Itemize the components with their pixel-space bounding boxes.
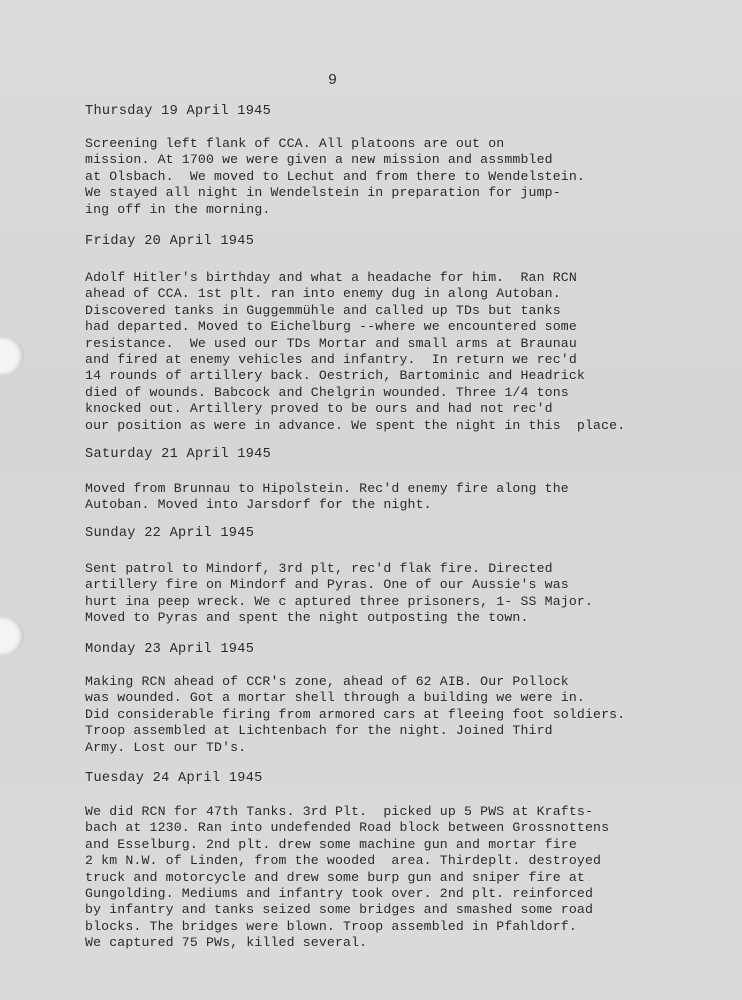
text-line: Discovered tanks in Guggemmühle and called up TDs but tanks [85,302,561,318]
text-line: and fired at enemy vehicles and infantry. In return we rec'd [85,352,577,368]
text-line: Gungolding. Mediums and infantry took over. 2nd plt. reinforced [85,886,594,902]
text-line: hurt ina peep wreck. We c aptured three prisoners, 1- SS Major. [85,593,594,609]
entry-body [85,561,593,627]
entry-date: Tuesday 24 April 1945 [85,771,263,786]
text-line: Sent patrol to Mindorf, 3rd plt, rec'd flak fire. Directed [85,561,553,576]
text-line: truck and motorcycle and drew some burp gun and sniper fire at [85,869,585,885]
text-line: Moved from Brunnau to Hipolstein. Rec'd enemy fire along the [85,481,569,496]
entry-body [85,804,609,952]
text-line: bach at 1230. Ran into undefended Road block between Grossnottens [85,820,610,836]
text-line: Troop assembled at Lichtenbach for the night. Joined Third [85,723,553,739]
text-line: mission. At 1700 we were given a new mission and assmmbled [85,152,553,168]
text-line: our position as were in advance. We spent the night in this place. [85,417,626,433]
text-line: Army. Lost our TD's. [85,739,247,755]
text-line: and Esselburg. 2nd plt. drew some machine gun and mortar fire [85,836,577,852]
text-line: knocked out. Artillery proved to be ours and had not rec'd [85,401,553,417]
text-line: was wounded. Got a mortar shell through a building we were in. [85,690,585,706]
text-line: 14 rounds of artillery back. Oestrich, Bartominic and Headrick [85,368,585,384]
entry-date: Thursday 19 April 1945 [85,104,272,119]
text-line: died of wounds. Babcock and Chelgrin wounded. Three 1/4 tons [85,384,569,400]
page-number: 9 [328,72,339,89]
text-line: Did considerable firing from armored cars at fleeing foot soldiers. [85,706,626,722]
text-line: We did RCN for 47th Tanks. 3rd Plt. picked up 5 PWS at Krafts- [85,804,594,819]
text-line: We stayed all night in Wendelstein in preparation for jump- [85,185,561,201]
entry-date: Saturday 21 April 1945 [85,447,272,462]
text-line: Autoban. Moved into Jarsdorf for the night. [85,497,432,513]
text-line: ing off in the morning. [85,201,271,217]
entry-date: Sunday 22 April 1945 [85,526,255,541]
punch-hole [0,617,24,655]
text-line: resistance. We used our TDs Mortar and small arms at Braunau [85,335,577,351]
entry-body [85,481,569,514]
entry-body [85,674,625,756]
text-line: blocks. The bridges were blown. Troop assembled in Pfahldorf. [85,918,577,934]
text-line: artillery fire on Mindorf and Pyras. One of our Aussie's was [85,577,569,593]
entry-date: Friday 20 April 1945 [85,234,255,249]
text-line: had departed. Moved to Eichelburg --where we encountered some [85,319,577,335]
text-line: ahead of CCA. 1st plt. ran into enemy dug in along Autoban. [85,286,561,302]
text-line: Adolf Hitler's birthday and what a headache for him. Ran RCN [85,270,577,285]
entry-body [85,136,585,218]
text-line: Moved to Pyras and spent the night outposting the town. [85,610,529,626]
text-line: by infantry and tanks seized some bridges and smashed some road [85,902,594,918]
entry-body [85,270,625,434]
entry-date: Monday 23 April 1945 [85,642,255,657]
text-line: Making RCN ahead of CCR's zone, ahead of 62 AIB. Our Pollock [85,674,569,689]
text-line: at Olsbach. We moved to Lechut and from there to Wendelstein. [85,168,585,184]
text-line: We captured 75 PWs, killed several. [85,935,368,951]
text-line: Screening left flank of CCA. All platoons are out on [85,136,505,151]
text-line: 2 km N.W. of Linden, from the wooded area. Thirdeplt. destroyed [85,853,602,869]
punch-hole [0,337,24,375]
